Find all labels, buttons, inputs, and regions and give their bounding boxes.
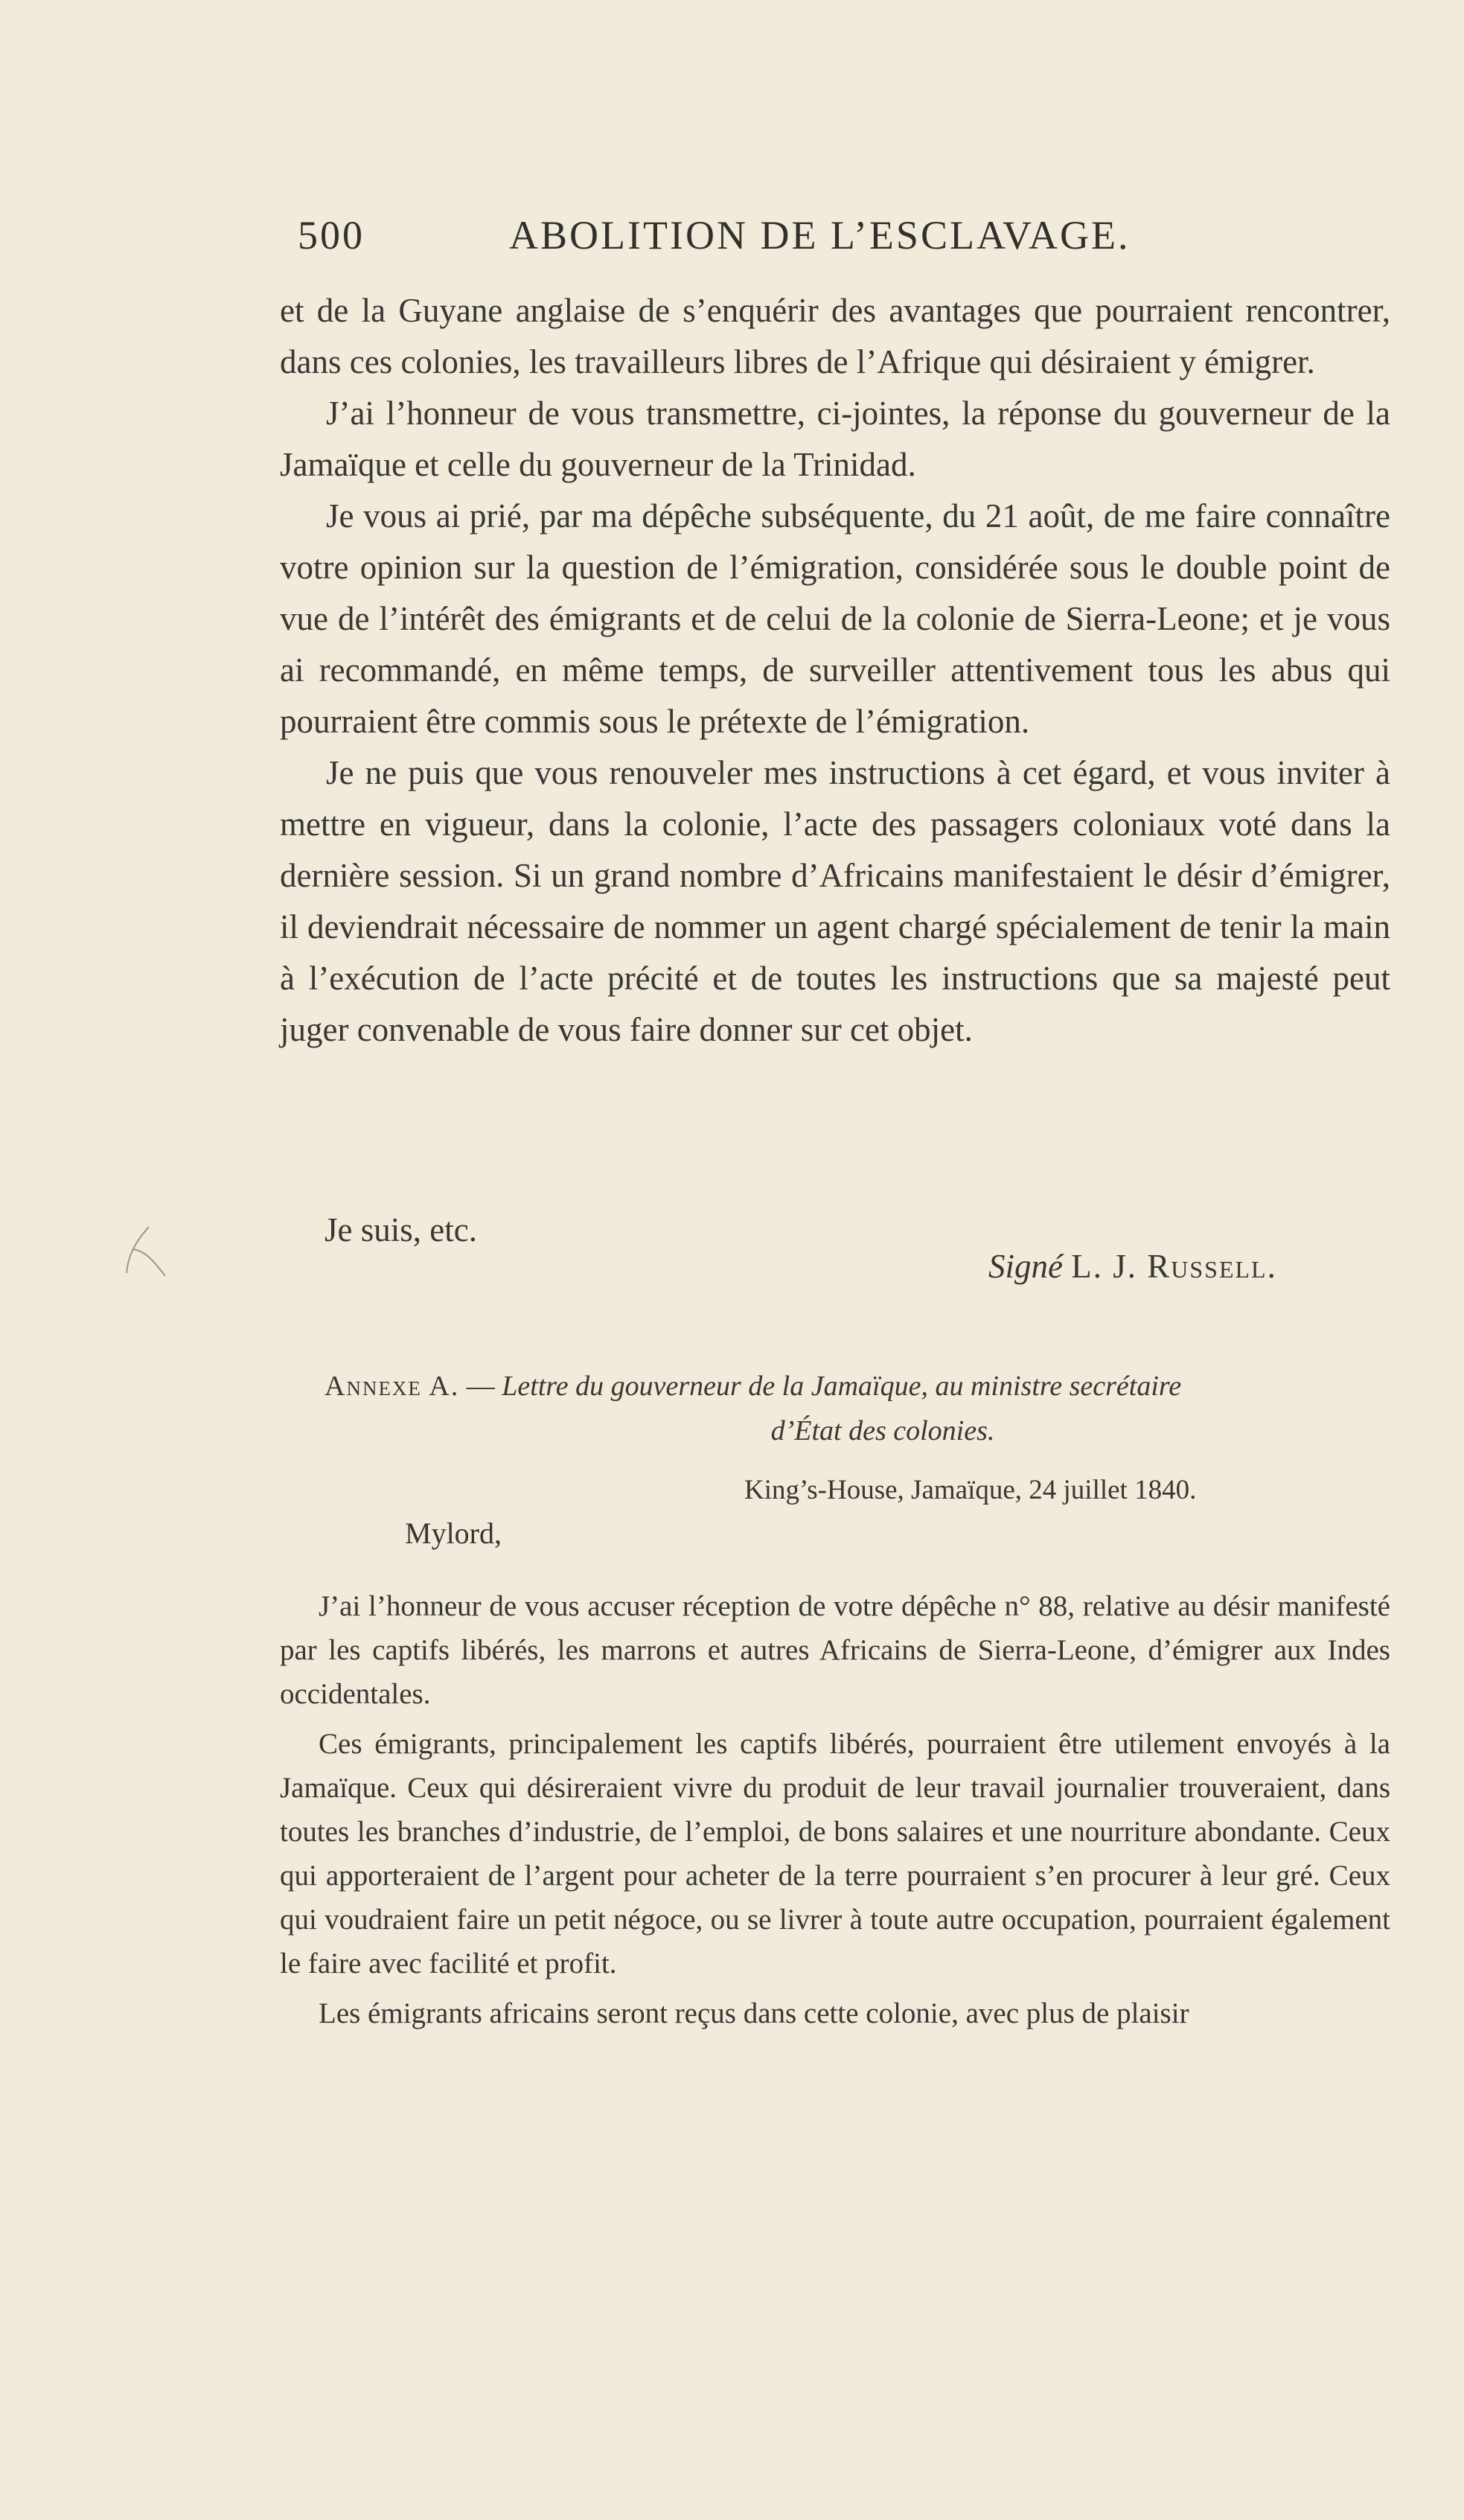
paragraph-2: J’ai l’honneur de vous transmettre, ci-jointes, la réponse du gouverneur de la Jamaïque et celle du gouverneur de la Trinidad. (280, 395, 1390, 483)
letter-paragraph-1: J’ai l’honneur de vous accuser réception de votre dépêche n° 88, relative au désir manifesté par les captifs libérés, les marrons et autres Africains de Sierra-Leone, d’émigrer aux Indes occidentales. (280, 1590, 1390, 1710)
signature-name: L. J. Russell. (1071, 1248, 1277, 1285)
letter-salutation: Mylord, (405, 1516, 502, 1550)
closing-formula: Je suis, etc. (325, 1211, 477, 1248)
letter-dateline: King’s-House, Jamaïque, 24 juillet 1840. (744, 1475, 1197, 1505)
page-number: 500 (298, 213, 365, 258)
paragraph-1: et de la Guyane anglaise de s’enquérir des avantages que pourraient rencontrer, dans ces colonies, les travailleurs libres de l’Afrique qui désiraient y émigrer. (280, 292, 1390, 380)
paragraph-3: Je vous ai prié, par ma dépêche subséquente, du 21 août, de me faire connaître votre opinion sur la question de l’émigration, considérée sous le double point de vue de l’intérêt des émigrants et de celui de la colonie de Sierra-Leone; et je vous ai recommandé, en même temps, de surveiller attentivement tous les abus qui pourraient être commis sous le prétexte de l’émigration. (280, 497, 1390, 740)
margin-pencil-mark (119, 1221, 171, 1280)
annex-dash: — (459, 1371, 502, 1402)
signature (988, 1247, 1277, 1286)
signature-prefix: Signé (988, 1248, 1063, 1285)
annex-title-line1: Lettre du gouverneur de la Jamaïque, au ministre secrétaire (502, 1371, 1182, 1402)
annex-heading (325, 1364, 1396, 1453)
running-head (298, 212, 1191, 272)
running-title: ABOLITION DE L’ESCLAVAGE. (509, 213, 1131, 258)
paragraph-4: Je ne puis que vous renouveler mes instructions à cet égard, et vous inviter à mettre en vigueur, dans la colonie, l’acte des passagers coloniaux voté dans la dernière session. Si un grand nombre d’Africains manifestaient le désir d’émigrer, il deviendrait nécessaire de nommer un agent chargé spécialement de tenir la main à l’exécution de l’acte précité et de toutes les instructions que sa majesté peut juger convenable de vous faire donner sur cet objet. (280, 754, 1390, 1048)
letter-text (280, 1584, 1390, 2041)
main-text (280, 285, 1390, 1056)
letter-paragraph-2: Ces émigrants, principalement les captifs libérés, pourraient être utilement envoyés à la Jamaïque. Ceux qui désireraient vivre du produit de leur travail journalier trouveraient, dans toutes les branches d’industrie, de l’emploi, de bons salaires et une nourriture abondante. Ceux qui apporteraient de l’argent pour acheter de la terre pourraient s’en procurer à leur gré. Ceux qui voudraient faire un petit négoce, ou se livrer à toute autre occupation, pourraient également le faire avec facilité et profit. (280, 1728, 1390, 1980)
annex-label: Annexe A. (325, 1371, 460, 1402)
letter-paragraph-3: Les émigrants africains seront reçus dans cette colonie, avec plus de plaisir (319, 1997, 1189, 2029)
annex-title-line2: d’État des colonies. (770, 1415, 995, 1446)
